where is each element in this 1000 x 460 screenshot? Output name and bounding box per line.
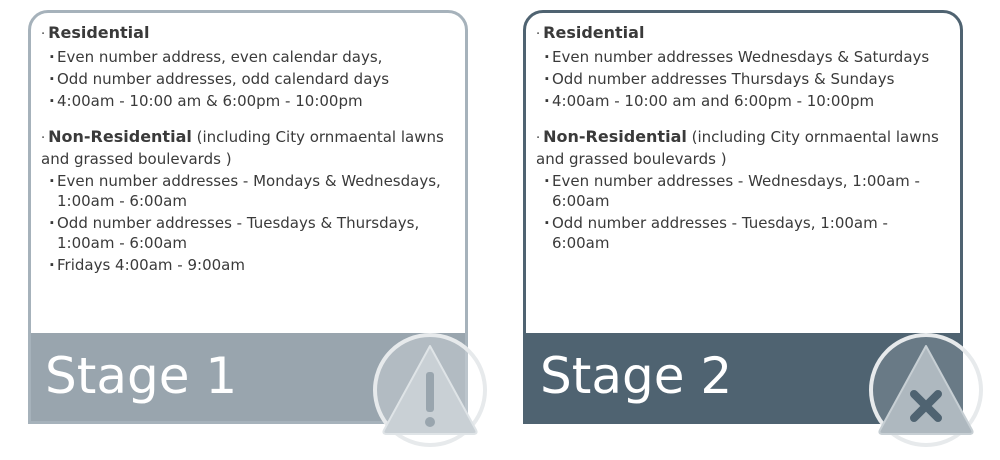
list-item: · Even number addresses - Wednesdays, 1:00am - 6:00am xyxy=(544,171,948,211)
stage-1-residential-heading xyxy=(41,23,453,45)
stage-2-residential-section xyxy=(536,23,948,111)
stage-1-residential-section xyxy=(41,23,453,111)
bullet-icon: · xyxy=(536,27,541,42)
stage-1-non-residential-section xyxy=(41,127,453,275)
list-item: · Odd number addresses - Tuesdays & Thursdays, 1:00am - 6:00am xyxy=(49,213,453,253)
stage-2-non-residential-section xyxy=(536,127,948,253)
stage-2-non-residential-heading xyxy=(536,127,948,169)
warning-x-icon xyxy=(868,332,984,448)
stage-1-non-residential-title: Non-Residential xyxy=(48,127,192,146)
stage-1-content xyxy=(41,23,453,291)
bullet-icon: · xyxy=(41,131,46,146)
list-item: · 4:00am - 10:00 am and 6:00pm - 10:00pm xyxy=(544,91,948,111)
stage-1-residential-title: Residential xyxy=(48,23,150,42)
list-item: · Even number addresses Wednesdays & Saturdays xyxy=(544,47,948,67)
list-item: · Odd number addresses Thursdays & Sundays xyxy=(544,69,948,89)
stage-2-non-residential-title: Non-Residential xyxy=(543,127,687,146)
stage-1-label: Stage 1 xyxy=(45,347,238,405)
list-item: · Fridays 4:00am - 9:00am xyxy=(49,255,453,275)
stage-2-content xyxy=(536,23,948,269)
stage-2-non-residential-list xyxy=(536,171,948,253)
stage-1-residential-list xyxy=(41,47,453,111)
bullet-icon: · xyxy=(41,27,46,42)
warning-exclamation-icon xyxy=(372,332,488,448)
list-item: · Odd number addresses, odd calendard days xyxy=(49,69,453,89)
list-item: · Even number address, even calendar days, xyxy=(49,47,453,67)
list-item: · Odd number addresses - Tuesdays, 1:00am - 6:00am xyxy=(544,213,948,253)
list-item: · Even number addresses - Mondays & Wednesdays, 1:00am - 6:00am xyxy=(49,171,453,211)
stage-2-residential-list xyxy=(536,47,948,111)
stage-2-residential-heading xyxy=(536,23,948,45)
list-item: · 4:00am - 10:00 am & 6:00pm - 10:00pm xyxy=(49,91,453,111)
stage-2-residential-title: Residential xyxy=(543,23,645,42)
stage-2-non-residential-note: (including City ornmaental lawns and grassed boulevards ) xyxy=(536,128,939,168)
stage-2-label: Stage 2 xyxy=(540,347,733,405)
stage-1-non-residential-heading xyxy=(41,127,453,169)
stage-1-non-residential-list xyxy=(41,171,453,275)
stage-1-non-residential-note: (including City ornmaental lawns and grassed boulevards ) xyxy=(41,128,444,168)
bullet-icon: · xyxy=(536,131,541,146)
